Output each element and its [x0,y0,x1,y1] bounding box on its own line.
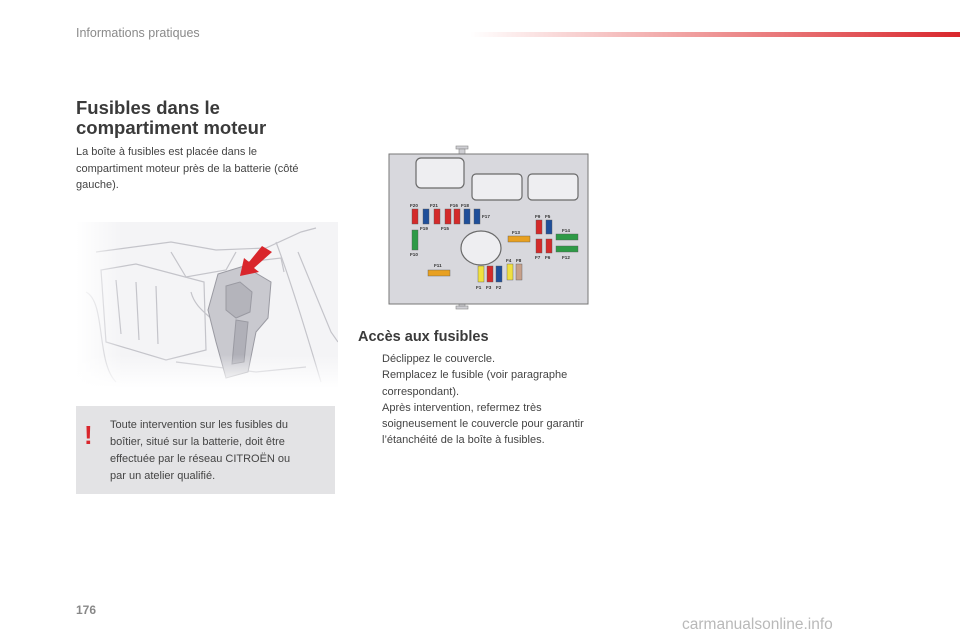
fuse-label: F13 [512,230,520,235]
step-text: Déclippez le couvercle. [382,353,496,365]
fuse-label: F8 [516,258,522,263]
intro-line: gauche). [76,179,119,191]
intro-line: La boîte à fusibles est placée dans le [76,146,258,158]
fuse-label: F20 [410,203,418,208]
watermark: carmanualsonline.info [682,616,833,633]
fuse-label: F11 [434,263,442,268]
list-item [362,400,622,449]
access-steps-list [362,351,622,449]
list-item [362,351,622,367]
fuse-label: F15 [441,226,449,231]
step-text: l’étanchéité de la boîte à fusibles. [382,434,545,447]
fuse-label: F6 [545,255,551,260]
section-title [76,98,336,138]
step-text: correspondant). [382,385,460,398]
fuse-label: F4 [506,258,512,263]
engine-compartment-illustration [76,222,338,388]
warning-line: Toute intervention sur les fusibles du [110,419,288,431]
step-text: Après intervention, refermez très [382,401,542,414]
fuse-label: F9 [535,214,541,219]
fuse-box-diagram [386,144,592,314]
step-text: soigneusement le couvercle pour garantir [382,418,584,431]
fuse-label: F16 [450,203,458,208]
fuse-label: F17 [482,214,490,219]
step-text: Remplacez le fusible (voir paragraphe [382,369,568,382]
fuse-label: F2 [496,285,502,290]
header-title: Informations pratiques [76,26,200,40]
access-title: Accès aux fusibles [358,329,489,345]
fuse-label: F19 [420,226,428,231]
fuse-label: F7 [535,255,541,260]
fuse-label: F5 [545,214,551,219]
fuse-label: F14 [562,228,570,233]
fuse-label: F21 [430,203,438,208]
fuse-label: F1 [476,285,482,290]
section-title-line1: Fusibles dans le [76,97,220,118]
warning-box [76,406,335,494]
page-number: 176 [76,603,97,617]
warning-line: boîtier, situé sur la batterie, doit être [110,436,285,448]
fuse-label: F18 [461,203,469,208]
warning-text [110,417,326,485]
fuse-label: F3 [486,285,492,290]
intro-line: compartiment moteur près de la batterie (côté [76,162,299,175]
warning-line: par un atelier qualifié. [110,470,216,482]
fuse-label: F12 [562,255,570,260]
fuse-label: F10 [410,252,418,257]
intro-paragraph [76,144,338,194]
warning-exclamation-icon: ! [84,420,93,450]
section-title-line2: compartiment moteur [76,117,267,138]
warning-line: effectuée par le réseau CITROËN ou [110,453,291,465]
header-accent-bar [470,32,960,37]
list-item [362,367,622,400]
